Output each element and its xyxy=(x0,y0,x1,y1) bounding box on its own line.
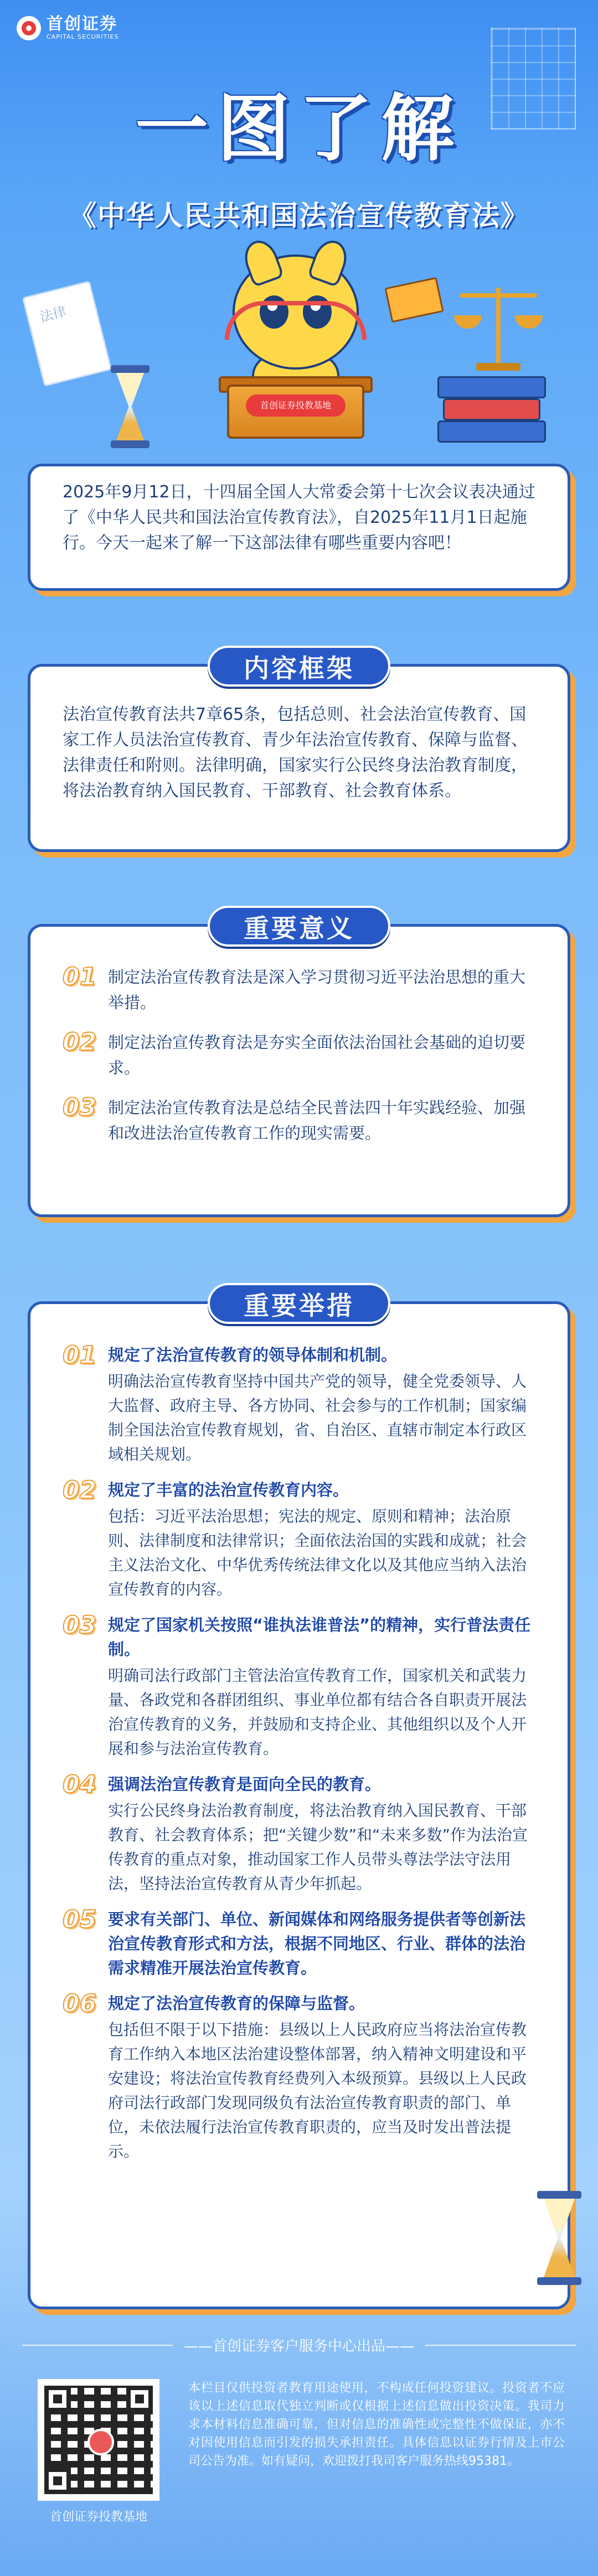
page-title: 一图了解 xyxy=(135,86,463,172)
law-paper-icon xyxy=(22,281,112,387)
page-subtitle: 《中华人民共和国法治宣传教育法》 xyxy=(69,200,529,232)
flying-book-icon xyxy=(384,277,444,323)
item-heading: 要求有关部门、单位、新闻媒体和网络服务提供者等创新法治宣传教育形式和方法，根据不同地区、行业、群体的法治需求精准开展法治宣传教育。 xyxy=(108,1910,526,1977)
list-item xyxy=(63,1991,535,2164)
brand-name-en: CAPITAL SECURITIES xyxy=(47,33,119,40)
item-heading: 规定了法治宣传教育的保障与监督。 xyxy=(108,1994,365,2013)
item-heading: 规定了国家机关按照“谁执法谁普法”的精神，实行普法责任制。 xyxy=(108,1616,531,1659)
list-item xyxy=(63,1772,535,1896)
item-number: 04 xyxy=(63,1770,97,1799)
item-number: 02 xyxy=(63,1028,97,1056)
measures-card xyxy=(28,1291,570,2309)
item-number: 01 xyxy=(63,963,97,991)
list-item xyxy=(63,964,535,1015)
books-icon xyxy=(437,376,543,443)
hourglass-icon xyxy=(537,2191,581,2285)
item-text: 制定法治宣传教育法是夯实全面依法治国社会基础的迫切要求。 xyxy=(108,1033,526,1077)
section-tag-meaning: 重要意义 xyxy=(208,906,390,947)
qr-caption: 首创证券投教基地 xyxy=(49,2510,147,2524)
disclaimer-text: 本栏目仅供投资者教育用途使用，不构成任何投资建议。投资者不应该以上述信息取代独立判断或仅根据上述信息做出投资决策。我司力求本材料信息准确可靠，但对信息的准确性或完整性不做保证，亦不对因使用信息而引发的损失承担责任。具体信息以证券行情及上市公司公告为准。如有疑问，欢迎拨打我司客户服务热线95381。 xyxy=(188,2381,565,2468)
item-text: 明确司法行政部门主管法治宣传教育工作，国家机关和武装力量、各政党和各群团组织、事业单位都有结合各自职责开展法治宣传教育的义务，并鼓励和支持企业、其他组织以及个人开展和参与法治宣传教育。 xyxy=(108,1666,527,1758)
list-item xyxy=(63,1343,535,1467)
item-heading: 规定了丰富的法治宣传教育内容。 xyxy=(108,1481,349,1499)
hourglass-icon xyxy=(111,365,150,448)
meaning-card xyxy=(28,913,570,1217)
item-number: 01 xyxy=(63,1341,97,1369)
item-text: 制定法治宣传教育法是总结全民普法四十年实践经验、加强和改进法治宣传教育工作的现实需要。 xyxy=(108,1098,526,1142)
item-number: 02 xyxy=(63,1476,97,1504)
brand-name-cn: 首创证券 xyxy=(47,14,117,34)
item-text: 包括但不限于以下措施：县级以上人民政府应当将法治宣传教育工作纳入本地区法治建设整体部署，纳入精神文明建设和平安建设；将法治宣传教育经费列入本级预算。县级以上人民政府司法行政部门发现同级负有法治宣传教育职责的部门、单位，未依法履行法治宣传教育职责的，应当及时发出普法提示。 xyxy=(108,2021,527,2160)
intro-card xyxy=(28,464,570,591)
list-item xyxy=(63,1907,535,1980)
footer xyxy=(0,2362,598,2576)
intro-text: 2025年9月12日，十四届全国人大常委会第十七次会议表决通过了《中华人民共和国法治宣传教育法》，自2025年11月1日起施行。今天一起来了解一下这部法律有哪些重要内容吧！ xyxy=(63,482,535,553)
item-number: 03 xyxy=(63,1611,97,1639)
law-paper-label: 法律 xyxy=(38,303,68,325)
podium xyxy=(227,385,364,439)
footer-producer-text: ——首创证券客户服务中心出品—— xyxy=(184,2338,415,2355)
brand-logo xyxy=(17,15,119,40)
footer-producer-line xyxy=(22,2335,576,2355)
item-number: 05 xyxy=(63,1905,97,1934)
framework-card xyxy=(28,653,570,852)
list-item xyxy=(63,1478,535,1602)
item-text: 包括：习近平法治思想；宪法的规定、原则和精神；法治原则、法律制度和法律常识；全面依法治国的实践和成就；社会主义法治文化、中华优秀传统法律文化以及其他应当纳入法治宣传教育的内容。 xyxy=(108,1507,527,1598)
item-heading: 规定了法治宣传教育的领导体制和机制。 xyxy=(108,1346,398,1364)
hero-illustration xyxy=(0,238,598,459)
mascot-icon xyxy=(233,255,359,370)
headphones-icon xyxy=(225,301,367,340)
item-text: 实行公民终身法治教育制度，将法治教育纳入国民教育、干部教育、社会教育体系；把“关键少数”和“未来多数”作为法治宣传教育的重点对象，推动国家工作人员带头尊法学法守法用法，坚持法治宣传教育从青少年抓起。 xyxy=(108,1801,528,1893)
item-text: 明确法治宣传教育坚持中国共产党的领导，健全党委领导、人大监督、政府主导、各方协同、社会参与的工作机制；国家编制全国法治宣传教育规划，省、自治区、直辖市制定本行政区域相关规划。 xyxy=(108,1372,527,1463)
podium-label: 首创证券投教基地 xyxy=(246,394,346,417)
capital-securities-logo-icon xyxy=(17,16,41,40)
section-tag-framework: 内容框架 xyxy=(208,646,390,687)
list-item xyxy=(63,1095,535,1146)
list-item xyxy=(63,1613,535,1761)
item-heading: 强调法治宣传教育是面向全民的教育。 xyxy=(108,1775,382,1794)
section-tag-measures: 重要举措 xyxy=(208,1283,390,1324)
item-text: 制定法治宣传教育法是深入学习贯彻习近平法治思想的重大举措。 xyxy=(108,968,526,1012)
item-number: 06 xyxy=(63,1990,97,2018)
list-item xyxy=(63,1030,535,1081)
item-number: 03 xyxy=(63,1093,97,1121)
scales-of-justice-icon xyxy=(454,277,543,376)
qr-code-icon[interactable] xyxy=(38,2379,159,2501)
framework-text: 法治宣传教育法共7章65条，包括总则、社会法治宣传教育、国家工作人员法治宣传教育、青少年法治宣传教育、保障与监督、法律责任和附则。法律明确，国家实行公民终身法治教育制度，将法治教育纳入国民教育、干部教育、社会教育体系。 xyxy=(63,705,528,801)
